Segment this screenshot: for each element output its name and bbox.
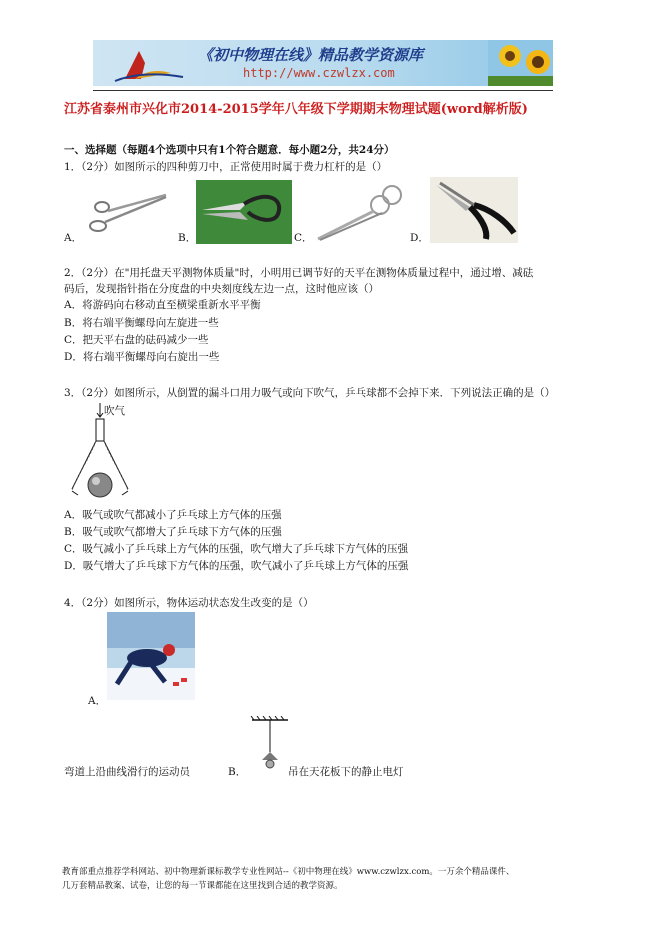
banner-title: 《初中物理在线》精品教学资源库: [198, 46, 424, 64]
q3-option-b: B．吸气或吹气都增大了乒乓球下方气体的压强: [64, 526, 282, 538]
footer-line2: 几万套精品教案、试卷，让您的每一节课都能在这里找到合适的教学资源。: [62, 881, 343, 891]
q3-option-d: D．吸气增大了乒乓球下方气体的压强，吹气减小了乒乓球上方气体的压强: [64, 560, 409, 572]
q4-option-b-label: B．: [228, 766, 247, 778]
q2-option-b: B．将右端平衡螺母向左旋进一些: [64, 317, 219, 329]
q1-option-c-label: C．: [294, 232, 313, 244]
sunflower-image: [488, 40, 553, 86]
q2-stem-line1: 2．（2分）在"用托盘天平测物体质量"时，小明用已调节好的天平在测物体质量过程中，通过增、减砝: [64, 267, 534, 279]
header-banner: [93, 40, 553, 86]
q4-option-a-label: A．: [88, 695, 107, 707]
skater-image: [107, 612, 195, 700]
q1-option-d-label: D．: [410, 232, 429, 244]
banner-url: http://www.czwlzx.com: [243, 66, 395, 80]
scissors-a-image: [80, 185, 170, 240]
q2-option-d: D．将右端平衡螺母向右旋出一些: [64, 351, 220, 363]
q1-option-a-label: A．: [64, 232, 83, 244]
document-title: 江苏省泰州市兴化市2014-2015学年八年级下学期期末物理试题(word解析版): [64, 102, 528, 117]
header-rule: [93, 90, 553, 91]
q3-option-a: A．吸气或吹气都减小了乒乓球上方气体的压强: [64, 509, 282, 521]
scissors-b-image: [196, 180, 292, 244]
q1-option-b-label: B．: [178, 232, 197, 244]
q2-option-a: A．将游码向右移动直至横梁重新水平平衡: [64, 299, 261, 311]
q1-stem: 1．（2分）如图所示的四种剪刀中，正常使用时属于费力杠杆的是（）: [64, 161, 388, 173]
scissors-d-image: [430, 177, 518, 243]
q4-option-a-caption: 弯道上沿曲线滑行的运动员: [64, 766, 190, 778]
hanging-lamp-figure: [250, 716, 290, 772]
site-logo: [105, 43, 185, 83]
q3-figure-label: 吹气: [104, 405, 125, 417]
scissors-c-image: [312, 183, 408, 243]
section-heading: 一、选择题（每题4个选项中只有1个符合题意．每小题2分，共24分）: [64, 144, 395, 156]
q3-option-c: C．吸气减小了乒乓球上方气体的压强，吹气增大了乒乓球下方气体的压强: [64, 543, 409, 555]
q4-stem: 4．（2分）如图所示，物体运动状态发生改变的是（）: [64, 597, 314, 609]
q4-option-b-caption: 吊在天花板下的静止电灯: [288, 766, 404, 778]
footer-line1: 教育部重点推荐学科网站、初中物理新课标教学专业性网站--《初中物理在线》www.czwlzx.com。一万余个精品课件、: [62, 867, 515, 877]
q2-option-c: C．把天平右盘的砝码减少一些: [64, 334, 209, 346]
q2-stem-line2: 码后，发现指针指在分度盘的中央刻度线左边一点，这时他应该（）: [64, 283, 379, 295]
q3-stem: 3．（2分）如图所示，从倒置的漏斗口用力吸气或向下吹气，乒乓球都不会掉下来．下列说法正确的是（）: [64, 387, 556, 399]
